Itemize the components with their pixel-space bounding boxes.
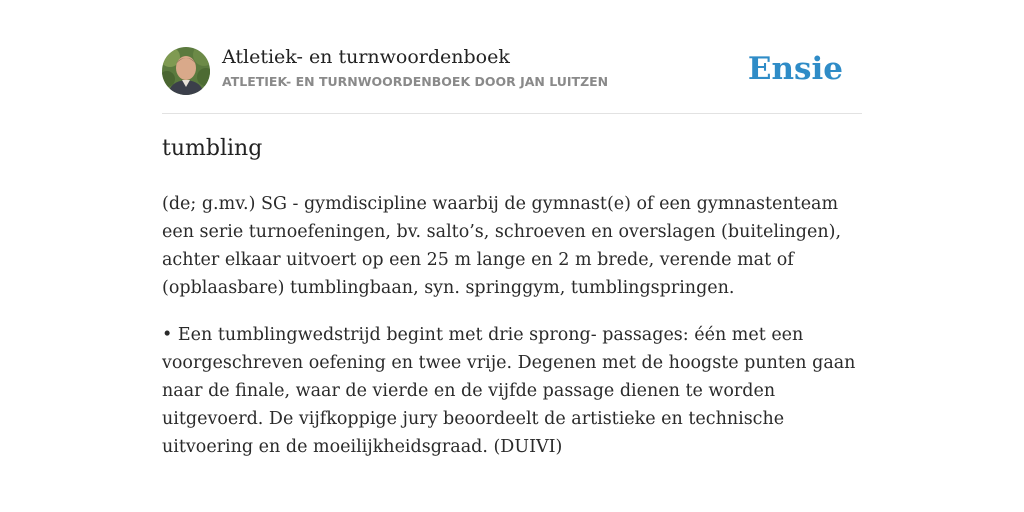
dictionary-header bbox=[162, 46, 862, 96]
entry-note: • Een tumblingwedstrijd begint met drie sprong- passages: één met een voorgeschreven oefening en twee vrije. Degenen met de hoogste punten gaan naar de finale, waar de vierde en de vijfde passage dienen te worden uitgevoerd. De vijfkoppige jury beoordeelt de artistieke en technische uitvoering en de moeilijkheidsgraad. (DUIVI) bbox=[162, 325, 856, 457]
header-divider bbox=[162, 113, 862, 114]
dictionary-title[interactable]: Atletiek- en turnwoordenboek bbox=[222, 46, 510, 68]
author-avatar[interactable] bbox=[162, 47, 210, 95]
dictionary-author-line[interactable]: ATLETIEK- EN TURNWOORDENBOEK DOOR JAN LUITZEN bbox=[222, 74, 609, 89]
entry-term: tumbling bbox=[162, 136, 263, 161]
author-photo bbox=[162, 47, 210, 95]
entry-definition: (de; g.mv.) SG - gymdiscipline waarbij de gymnast(e) of een gymnastenteam een serie turnoefeningen, bv. salto’s, schroeven en overslagen (buitelingen), achter elkaar uitvoert op een 25 m lange en 2 m brede, verende mat of (opblaasbare) tumblingbaan, syn. springgym, tumblingspringen. bbox=[162, 194, 842, 298]
ensie-logo[interactable]: Ensie bbox=[747, 51, 843, 87]
